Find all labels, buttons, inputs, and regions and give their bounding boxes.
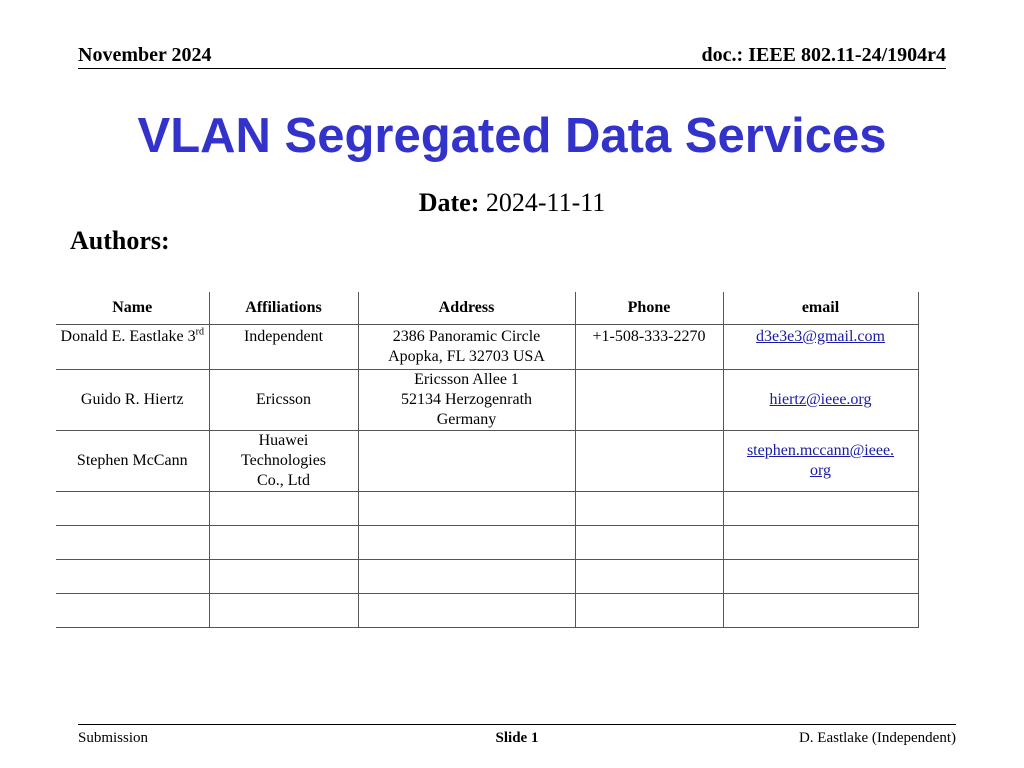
author-email[interactable] xyxy=(723,325,918,370)
column-header-phone: Phone xyxy=(575,292,723,325)
empty-table-row xyxy=(56,594,918,628)
empty-table-row xyxy=(56,526,918,560)
name-suffix: rd xyxy=(195,326,204,338)
slide-footer xyxy=(78,724,956,746)
authors-label: Authors: xyxy=(70,226,170,255)
author-email[interactable] xyxy=(723,431,918,492)
table-header-row xyxy=(56,292,918,325)
author-address: 2386 Panoramic Circle Apopka, FL 32703 USA xyxy=(358,325,575,370)
author-affiliation: Ericsson xyxy=(209,370,358,431)
author-name: Guido R. Hiertz xyxy=(56,370,209,431)
empty-table-row xyxy=(56,492,918,526)
author-name: Stephen McCann xyxy=(56,431,209,492)
date-value: 2024-11-11 xyxy=(485,188,606,217)
column-header-email: email xyxy=(723,292,918,325)
header-date: November 2024 xyxy=(78,44,212,66)
email-link[interactable]: hiertz@ieee.org xyxy=(769,391,872,408)
date-label: Date: xyxy=(418,188,480,217)
author-affiliation: Independent xyxy=(209,325,358,370)
email-link[interactable]: stephen.mccann@ieee. org xyxy=(746,442,895,479)
column-header-affiliations: Affiliations xyxy=(209,292,358,325)
column-header-address: Address xyxy=(358,292,575,325)
author-phone xyxy=(575,370,723,431)
table-row xyxy=(56,431,918,492)
authors-table xyxy=(56,292,919,628)
author-name: Donald E. Eastlake 3rd xyxy=(56,325,209,370)
author-address xyxy=(358,431,575,492)
author-email[interactable] xyxy=(723,370,918,431)
table-row xyxy=(56,325,918,370)
column-header-name: Name xyxy=(56,292,209,325)
empty-table-row xyxy=(56,560,918,594)
slide-header xyxy=(78,40,946,69)
footer-submission: Submission xyxy=(78,730,149,746)
author-address: Ericsson Allee 1 52134 Herzogenrath Germany xyxy=(358,370,575,431)
author-affiliation: Huawei Technologies Co., Ltd xyxy=(209,431,358,492)
table-row xyxy=(56,370,918,431)
slide-title: VLAN Segregated Data Services xyxy=(137,109,887,163)
header-doc-id: doc.: IEEE 802.11-24/1904r4 xyxy=(701,44,946,66)
date-line xyxy=(0,188,1024,218)
author-phone xyxy=(575,431,723,492)
author-phone: +1-508-333-2270 xyxy=(575,325,723,370)
footer-slide-number: Slide 1 xyxy=(495,730,539,746)
footer-author: D. Eastlake (Independent) xyxy=(798,730,956,746)
email-link[interactable]: d3e3e3@gmail.com xyxy=(756,328,885,345)
